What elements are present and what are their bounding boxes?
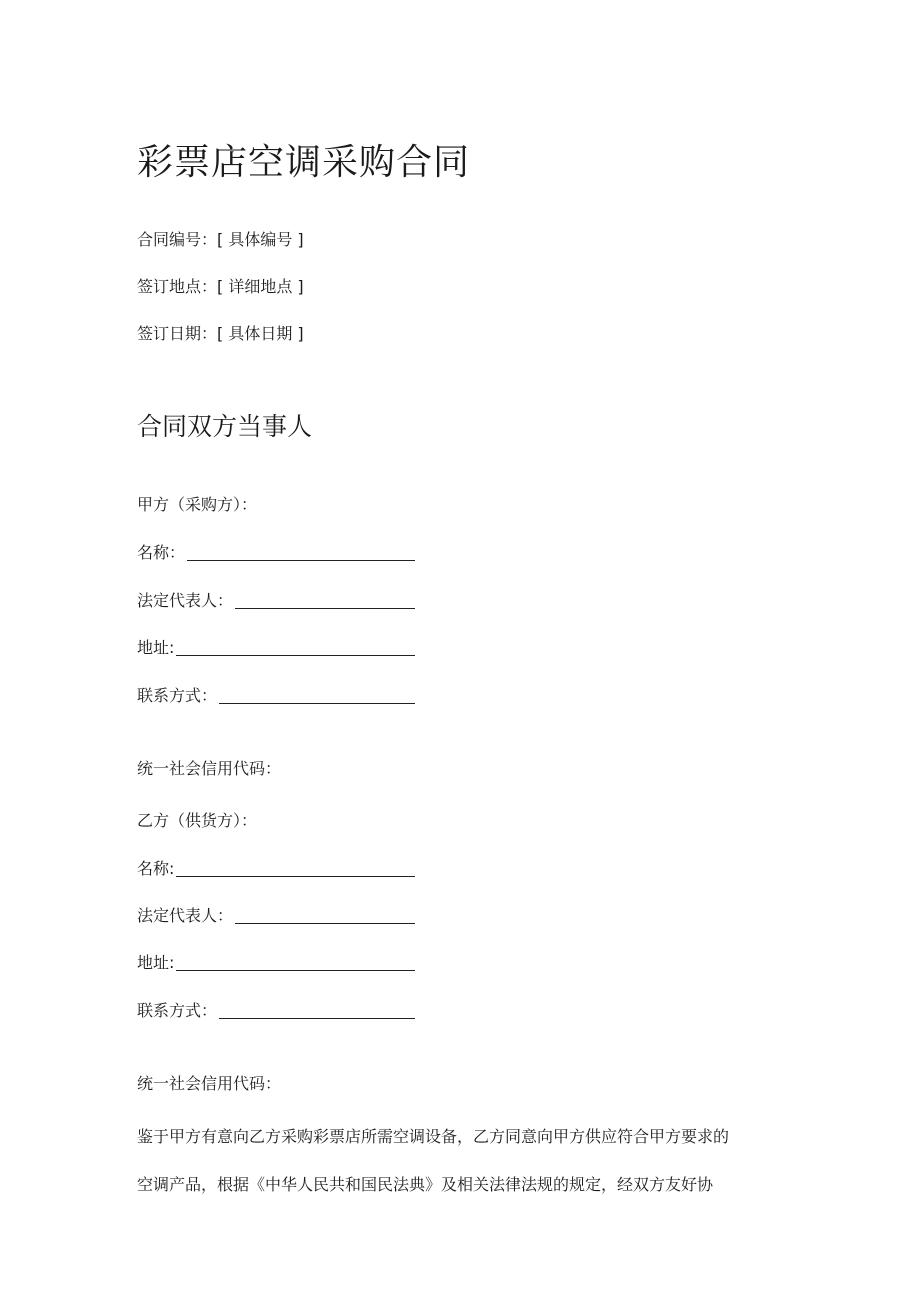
party-a-heading: 甲方（采购方）：: [137, 495, 258, 514]
signing-place-line: [137, 279, 304, 295]
party-b-name-blank: [176, 862, 415, 877]
contract-number-value: [ 具体编号 ]: [217, 230, 304, 249]
party-b-contact-field: [137, 1003, 415, 1019]
party-a-representative-field: [137, 593, 415, 609]
document-title: 彩票店空调采购合同: [137, 142, 471, 183]
party-b-address-label: 地址:: [137, 953, 175, 972]
party-a-contact-blank: [219, 689, 415, 704]
party-b-credit-code: 统一社会信用代码：: [137, 1074, 282, 1093]
intro-paragraph-line: 鉴于甲方有意向乙方采购彩票店所需空调设备，乙方同意向甲方供应符合甲方要求的: [137, 1127, 730, 1146]
party-b-heading: 乙方（供货方）：: [137, 811, 258, 830]
party-b-address-field: [137, 955, 415, 971]
party-a-address-label: 地址:: [137, 638, 175, 657]
party-b-name-label: 名称:: [137, 859, 175, 878]
party-a-address-field: [137, 640, 415, 656]
signing-place-label: 签订地点：: [137, 277, 218, 296]
signing-place-value: [ 详细地点 ]: [217, 277, 304, 296]
party-a-name-field: [137, 545, 415, 561]
parties-heading: 合同双方当事人: [137, 412, 313, 441]
party-b-contact-label: 联系方式：: [137, 1001, 218, 1020]
signing-date-line: [137, 326, 304, 342]
party-a-address-blank: [176, 641, 415, 656]
party-a-representative-blank: [235, 594, 415, 609]
party-b-representative-label: 法定代表人：: [137, 906, 234, 925]
party-b-contact-blank: [219, 1004, 415, 1019]
contract-number-line: [137, 232, 304, 248]
signing-date-label: 签订日期：: [137, 324, 218, 343]
party-a-name-label: 名称：: [137, 543, 186, 562]
party-b-representative-blank: [235, 909, 415, 924]
signing-date-value: [ 具体日期 ]: [217, 324, 304, 343]
contract-number-label: 合同编号：: [137, 230, 218, 249]
party-a-name-blank: [187, 546, 415, 561]
party-b-representative-field: [137, 908, 415, 924]
party-b-name-field: [137, 861, 415, 877]
party-a-credit-code: 统一社会信用代码：: [137, 759, 282, 778]
party-a-contact-label: 联系方式：: [137, 686, 218, 705]
party-a-contact-field: [137, 688, 415, 704]
party-b-address-blank: [176, 956, 415, 971]
intro-paragraph-line: 空调产品，根据《中华人民共和国民法典》及相关法律法规的规定，经双方友好协: [137, 1175, 714, 1194]
party-a-representative-label: 法定代表人：: [137, 591, 234, 610]
